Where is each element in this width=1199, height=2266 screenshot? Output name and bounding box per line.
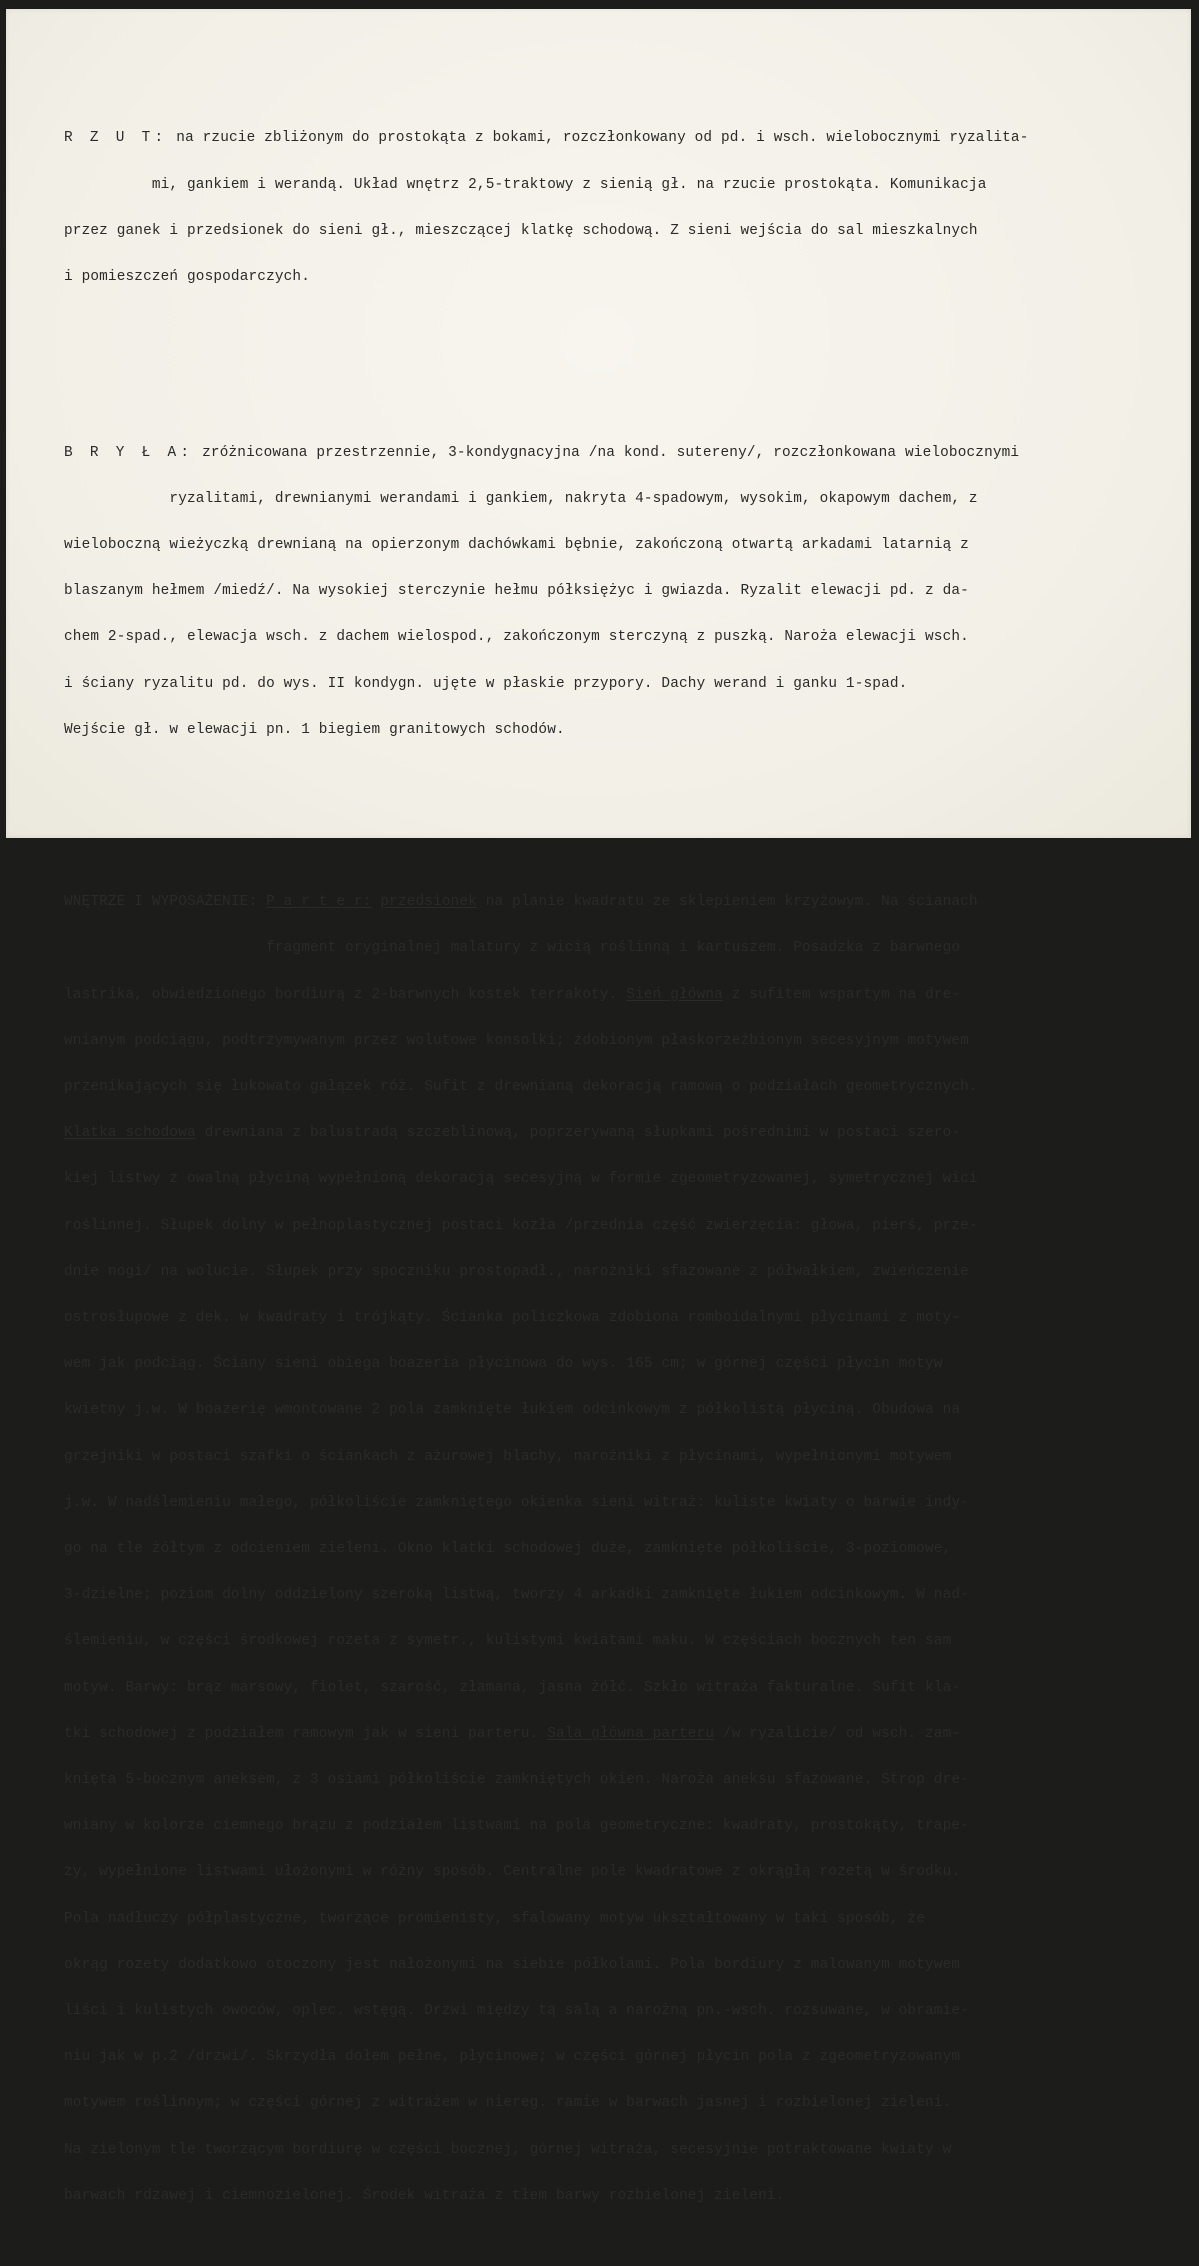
- wnetrze-line-2: fragment oryginalnej malatury z wicią roślinną i kartuszem. Posadzka z barwnego: [64, 940, 961, 957]
- rzut-heading: R Z U T:: [64, 130, 168, 147]
- rzut-line-3: przez ganek i przedsionek do sieni gł., mieszczącej klatkę schodową. Z sieni wejścia do sal mieszkalnych: [64, 222, 978, 239]
- wnetrze-line-11: wem jak podciąg. Ściany sieni obiega boazeria płycinowa do wys. 165 cm; w górnej części płycin motyw: [64, 1356, 943, 1373]
- wnetrze-heading: WNĘTRZE I WYPOSAŻENIE:: [64, 894, 267, 911]
- wnetrze-line-15: go na tle żółtym z odcieniem zieleni. Okno klatki schodowej duże, zamknięte półkoliście, 3-poziomowe,: [64, 1541, 952, 1558]
- wnetrze-line-8: roślinnej. Słupek dolny w pełnoplastycznej postaci kozła /przednia część zwierzęcia: głowa, pierś, prze-: [64, 1217, 978, 1234]
- wnetrze-line-23: Pola nadłuczy półplastyczne, tworzące promienisty, sfalowany motyw ukształtowany w taki sposób, że: [64, 1910, 926, 1927]
- przedsionek-label: przedsionek: [380, 894, 477, 911]
- scanned-page: [6, 9, 1191, 2204]
- wnetrze-line-21: wniany w kolorze ciemnego brązu z podziałem listwami na pola geometryczne: kwadraty, prostokąty, trape-: [64, 1818, 969, 1835]
- bryla-heading: B R Y Ł A:: [64, 444, 194, 461]
- wnetrze-line-4: wnianym podciągu, podtrzymywanym przez wolutowe konsolki; zdobionym płaskorzeźbionym secesyjnym motywem: [64, 1032, 969, 1049]
- typewritten-text: [64, 39, 1029, 2266]
- wnetrze-line-26: niu jak w p.2 /drzwi/. Skrzydła dołem pełne, płycinowe; w części górnej płycin pola z zgeometryzowanym: [64, 2049, 961, 2066]
- wnetrze-line-10: ostrosłupowe z dek. w kwadraty i trójkąty. Ścianka policzkowa zdobiona romboidalnymi płycinami z moty-: [64, 1310, 961, 1326]
- wnetrze-line-16: 3-dzielne; poziom dolny oddzielony szeroką listwą, tworzy 4 arkadki zamknięte łukiem odcinkowym. W nad-: [64, 1587, 969, 1604]
- wnetrze-line-5: przenikających się łukowato gałązek róż. Sufit z drewnianą dekoracją ramową o podziałach geometrycznych.: [64, 1078, 978, 1095]
- wnetrze-line-19: tki schodowej z podziałem ramowym jak w sieni parteru. Sala główna parteru /w ryzalicie/ od wsch. zam-: [64, 1725, 961, 1742]
- bryla-line-6: i ściany ryzalitu pd. do wys. II kondygn. ujęte w płaskie przypory. Dachy werand i ganku 1-spad.: [64, 675, 908, 692]
- wnetrze-line-13: grzejniki w postaci szafki o ściankach z ażurowej blachy, narożniki z płycinami, wypełnionymi motywem: [64, 1448, 952, 1465]
- section-rzut: [64, 101, 1029, 317]
- wnetrze-line-17: ślemieniu, w części środkowej rozeta z symetr., kulistymi kwiatami maku. W częściach bocznych ten sam: [64, 1633, 952, 1650]
- wnetrze-line-9: dnie nogi/ na wolucie. Słupek przy spoczniku prostopadł., narożniki sfazowane z półwałkiem, zwieńczenie: [64, 1263, 969, 1280]
- wnetrze-line-1: WNĘTRZE I WYPOSAŻENIE: P a r t e r: przedsionek na planie kwadratu ze sklepieniem krzyżowym. Na ścianach: [64, 894, 978, 911]
- wnetrze-line-12: kwietny j.w. W boazerię wmontowane 2 pola zamknięte łukiem odcinkowym z półkolistą płyciną. Obudowa na: [64, 1402, 961, 1419]
- bryla-line-7: Wejście gł. w elewacji pn. 1 biegiem granitowych schodów.: [64, 721, 565, 738]
- wnetrze-line-22: zy, wypełnione listwami ułożonymi w różny sposób. Centralne pole kwadratowe z okrągłą rozetą w środku.: [64, 1864, 961, 1881]
- spacer: [64, 800, 1029, 803]
- section-bryla: [64, 415, 1029, 769]
- wnetrze-line-7: kiej listwy z owalną płyciną wypełnioną dekoracją secesyjną w formie zgeometryzowanej, symetrycznej wici: [64, 1171, 978, 1188]
- wnetrze-line-27: motywem roślinnym; w części górnej z witrażem w niereg. ramie w barwach jasnej i rozbielonej zieleni.: [64, 2095, 952, 2112]
- wnetrze-line-14: j.w. W nadślemieniu małego, półkoliście zamkniętego okienka sieni witraż: kuliste kwiaty o barwie indy-: [64, 1494, 969, 1511]
- wnetrze-line-25: liści i kulistych owoców, oplec. wstęgą. Drzwi między tą salą a narożną pn.-wsch. rozsuwane, w obramie-: [64, 2003, 969, 2020]
- wnetrze-line-6: Klatka schodowa drewniana z balustradą szczeblinową, poprzerywaną słupkami pośrednimi w postaci szero-: [64, 1125, 961, 1142]
- bryla-line-3: wieloboczną wieżyczką drewnianą na opierzonym dachówkami bębnie, zakończoną otwartą arkadami latarnią z: [64, 536, 969, 553]
- wnetrze-line-28: Na zielonym tle tworzącym bordiurę w części bocznej, górnej witraża, secesyjnie potraktowane kwiaty w: [64, 2141, 952, 2158]
- sala-glowna-label: Sala główna parteru: [547, 1725, 715, 1742]
- bryla-line-5: chem 2-spad., elewacja wsch. z dachem wielospod., zakończonym sterczyną z puszką. Naroża elewacji wsch.: [64, 629, 969, 646]
- bryla-line-1: B R Y Ł A: zróżnicowana przestrzennie, 3-kondygnacyjna /na kond. sutereny/, rozczłonkowana wielobocznymi: [64, 444, 1020, 461]
- wnetrze-line-24: okrąg rozety dodatkowo otoczony jest nałożonymi na siebie półkolami. Pola bordiury z malowanym motywem: [64, 1956, 961, 1973]
- bryla-line-2: ryzalitami, drewnianymi werandami i gankiem, nakryta 4-spadowym, wysokim, okapowym dachem, z: [64, 490, 978, 507]
- bryla-line-4: blaszanym hełmem /miedź/. Na wysokiej sterczynie hełmu półksiężyc i gwiazda. Ryzalit elewacji pd. z da-: [64, 583, 969, 600]
- sien-glowna-label: Sień główna: [626, 986, 723, 1003]
- klatka-schodowa-label: Klatka schodowa: [64, 1125, 196, 1142]
- section-wnetrze: [64, 864, 1029, 2235]
- wnetrze-line-18: motyw. Barwy: brąz marsowy, fiolet, szarość, złamana, jasna żółć. Szkło witraża fakturalne. Sufit kla-: [64, 1679, 961, 1696]
- rzut-line-2: mi, gankiem i werandą. Układ wnętrz 2,5-traktowy z sienią gł. na rzucie prostokąta. Komunikacja: [64, 176, 987, 193]
- parter-label: P a r t e r:: [266, 894, 372, 911]
- wnetrze-line-3: lastrika, obwiedzionego bordiurą z 2-barwnych kostek terrakoty. Sień główna z sufitem wspartym na dre-: [64, 986, 961, 1003]
- rzut-line-1: R Z U T: na rzucie zbliżonym do prostokąta z bokami, rozczłonkowany od pd. i wsch. wielobocznymi ryzalita-: [64, 130, 1029, 147]
- spacer: [64, 347, 1029, 353]
- wnetrze-line-20: knięta 5-bocznym aneksem, z 3 osiami półkoliście zamkniętych okien. Naroża aneksu sfazowane. Strop dre-: [64, 1772, 969, 1789]
- rzut-line-4: i pomieszczeń gospodarczych.: [64, 269, 311, 286]
- wnetrze-line-29: barwach rdzawej i ciemnozielonej. Środek witraża z tłem barwy rozbielonej zieleni.: [64, 2187, 785, 2204]
